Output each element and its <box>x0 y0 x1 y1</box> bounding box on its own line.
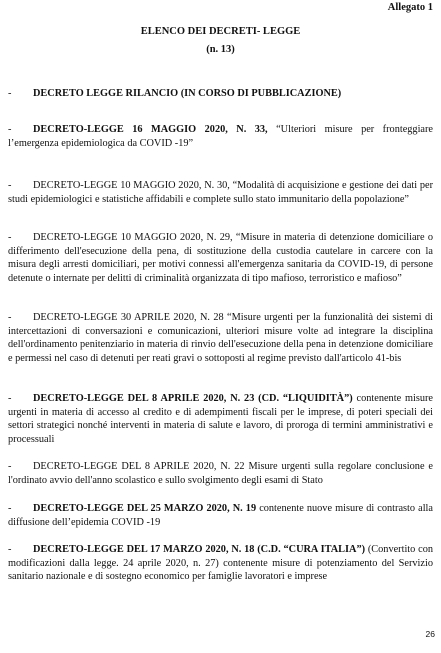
page-number: 26 <box>425 629 435 639</box>
item-bold-text: DECRETO-LEGGE 16 MAGGIO 2020, N. 33, <box>33 124 268 135</box>
list-item <box>8 460 433 487</box>
list-dash: - <box>8 393 12 404</box>
list-dash: - <box>8 544 12 555</box>
item-text: “Ulteriori misure per fronteggiare l’emergenza epidemiologica da COVID -19” <box>8 124 433 149</box>
item-text: contenente misure urgenti in materia di accesso al credito e di adempimenti fiscali per le imprese, di poteri speciali dei settori strategici nonché interventi in materia di salute e lavoro, di proroga di termini amministrativi e processuali <box>8 393 433 445</box>
item-text: DECRETO-LEGGE DEL 8 APRILE 2020, N. 22 Misure urgenti sulla regolare conclusione e l'ordinato avvio dell'anno scolastico e sullo svolgimento degli esami di Stato <box>8 461 433 486</box>
list-item <box>8 123 433 150</box>
list-dash: - <box>8 124 12 135</box>
item-bold-text: DECRETO LEGGE RILANCIO (IN CORSO DI PUBBLICAZIONE) <box>33 88 342 99</box>
list-item <box>8 311 433 365</box>
annex-label: Allegato 1 <box>387 2 433 13</box>
document-title: ELENCO DEI DECRETI- LEGGE <box>140 26 301 37</box>
item-text: DECRETO-LEGGE 10 MAGGIO 2020, N. 30, “Modalità di acquisizione e gestione dei dati per studi epidemiologici e statistiche affidabili e complete sullo stato immunitario della popolazione” <box>8 180 433 205</box>
item-bold-text: DECRETO-LEGGE DEL 17 MARZO 2020, N. 18 (C.D. “CURA ITALIA”) <box>33 544 366 555</box>
item-bold-text: DECRETO-LEGGE DEL 25 MARZO 2020, N. 19 <box>33 503 257 514</box>
list-item <box>8 231 433 285</box>
list-dash: - <box>8 461 12 472</box>
list-dash: - <box>8 503 12 514</box>
list-item <box>8 392 433 446</box>
list-item <box>8 543 433 584</box>
document-subtitle: (n. 13) <box>206 44 235 55</box>
item-bold-text: DECRETO-LEGGE DEL 8 APRILE 2020, N. 23 (CD. “LIQUIDITÀ”) <box>33 393 353 404</box>
list-dash: - <box>8 180 12 191</box>
item-text: DECRETO-LEGGE 30 APRILE 2020, N. 28 “Misure urgenti per la funzionalità dei sistemi di intercettazioni di conversazioni e comunicazioni, ulteriori misure volte ad integrare la disciplina dell'ordinamento penitenziario in materia di rinvio dell'esecuzione della pena in detenzione domiciliare e permessi nel caso di detenuti per reati gravi o sottoposti al regime previsto dall'articolo 41-bis <box>8 312 433 364</box>
item-text: contenente nuove misure di contrasto alla diffusione dell’epidemia COVID -19 <box>8 503 433 528</box>
list-item <box>8 179 433 206</box>
list-dash: - <box>8 312 12 323</box>
list-dash: - <box>8 232 12 243</box>
list-item <box>8 87 433 101</box>
item-text: (Convertito con modificazioni dalla legge. 24 aprile 2020, n. 27) contenente misure di potenziamento del Servizio sanitario nazionale e di sostegno economico per famiglie lavoratori e imprese <box>8 544 433 582</box>
list-item <box>8 502 433 529</box>
list-dash: - <box>8 88 12 99</box>
item-text: DECRETO-LEGGE 10 MAGGIO 2020, N. 29, “Misure in materia di detenzione domiciliare o differimento dell'esecuzione della pena, di sostituzione della custodia cautelare in carcere con la misura degli arresti domiciliari, per motivi connessi all'emergenza sanitaria da COVID-19, di persone detenute o internate per delitti di criminalità organizzata di tipo mafioso, terroristico e mafioso” <box>8 232 433 284</box>
